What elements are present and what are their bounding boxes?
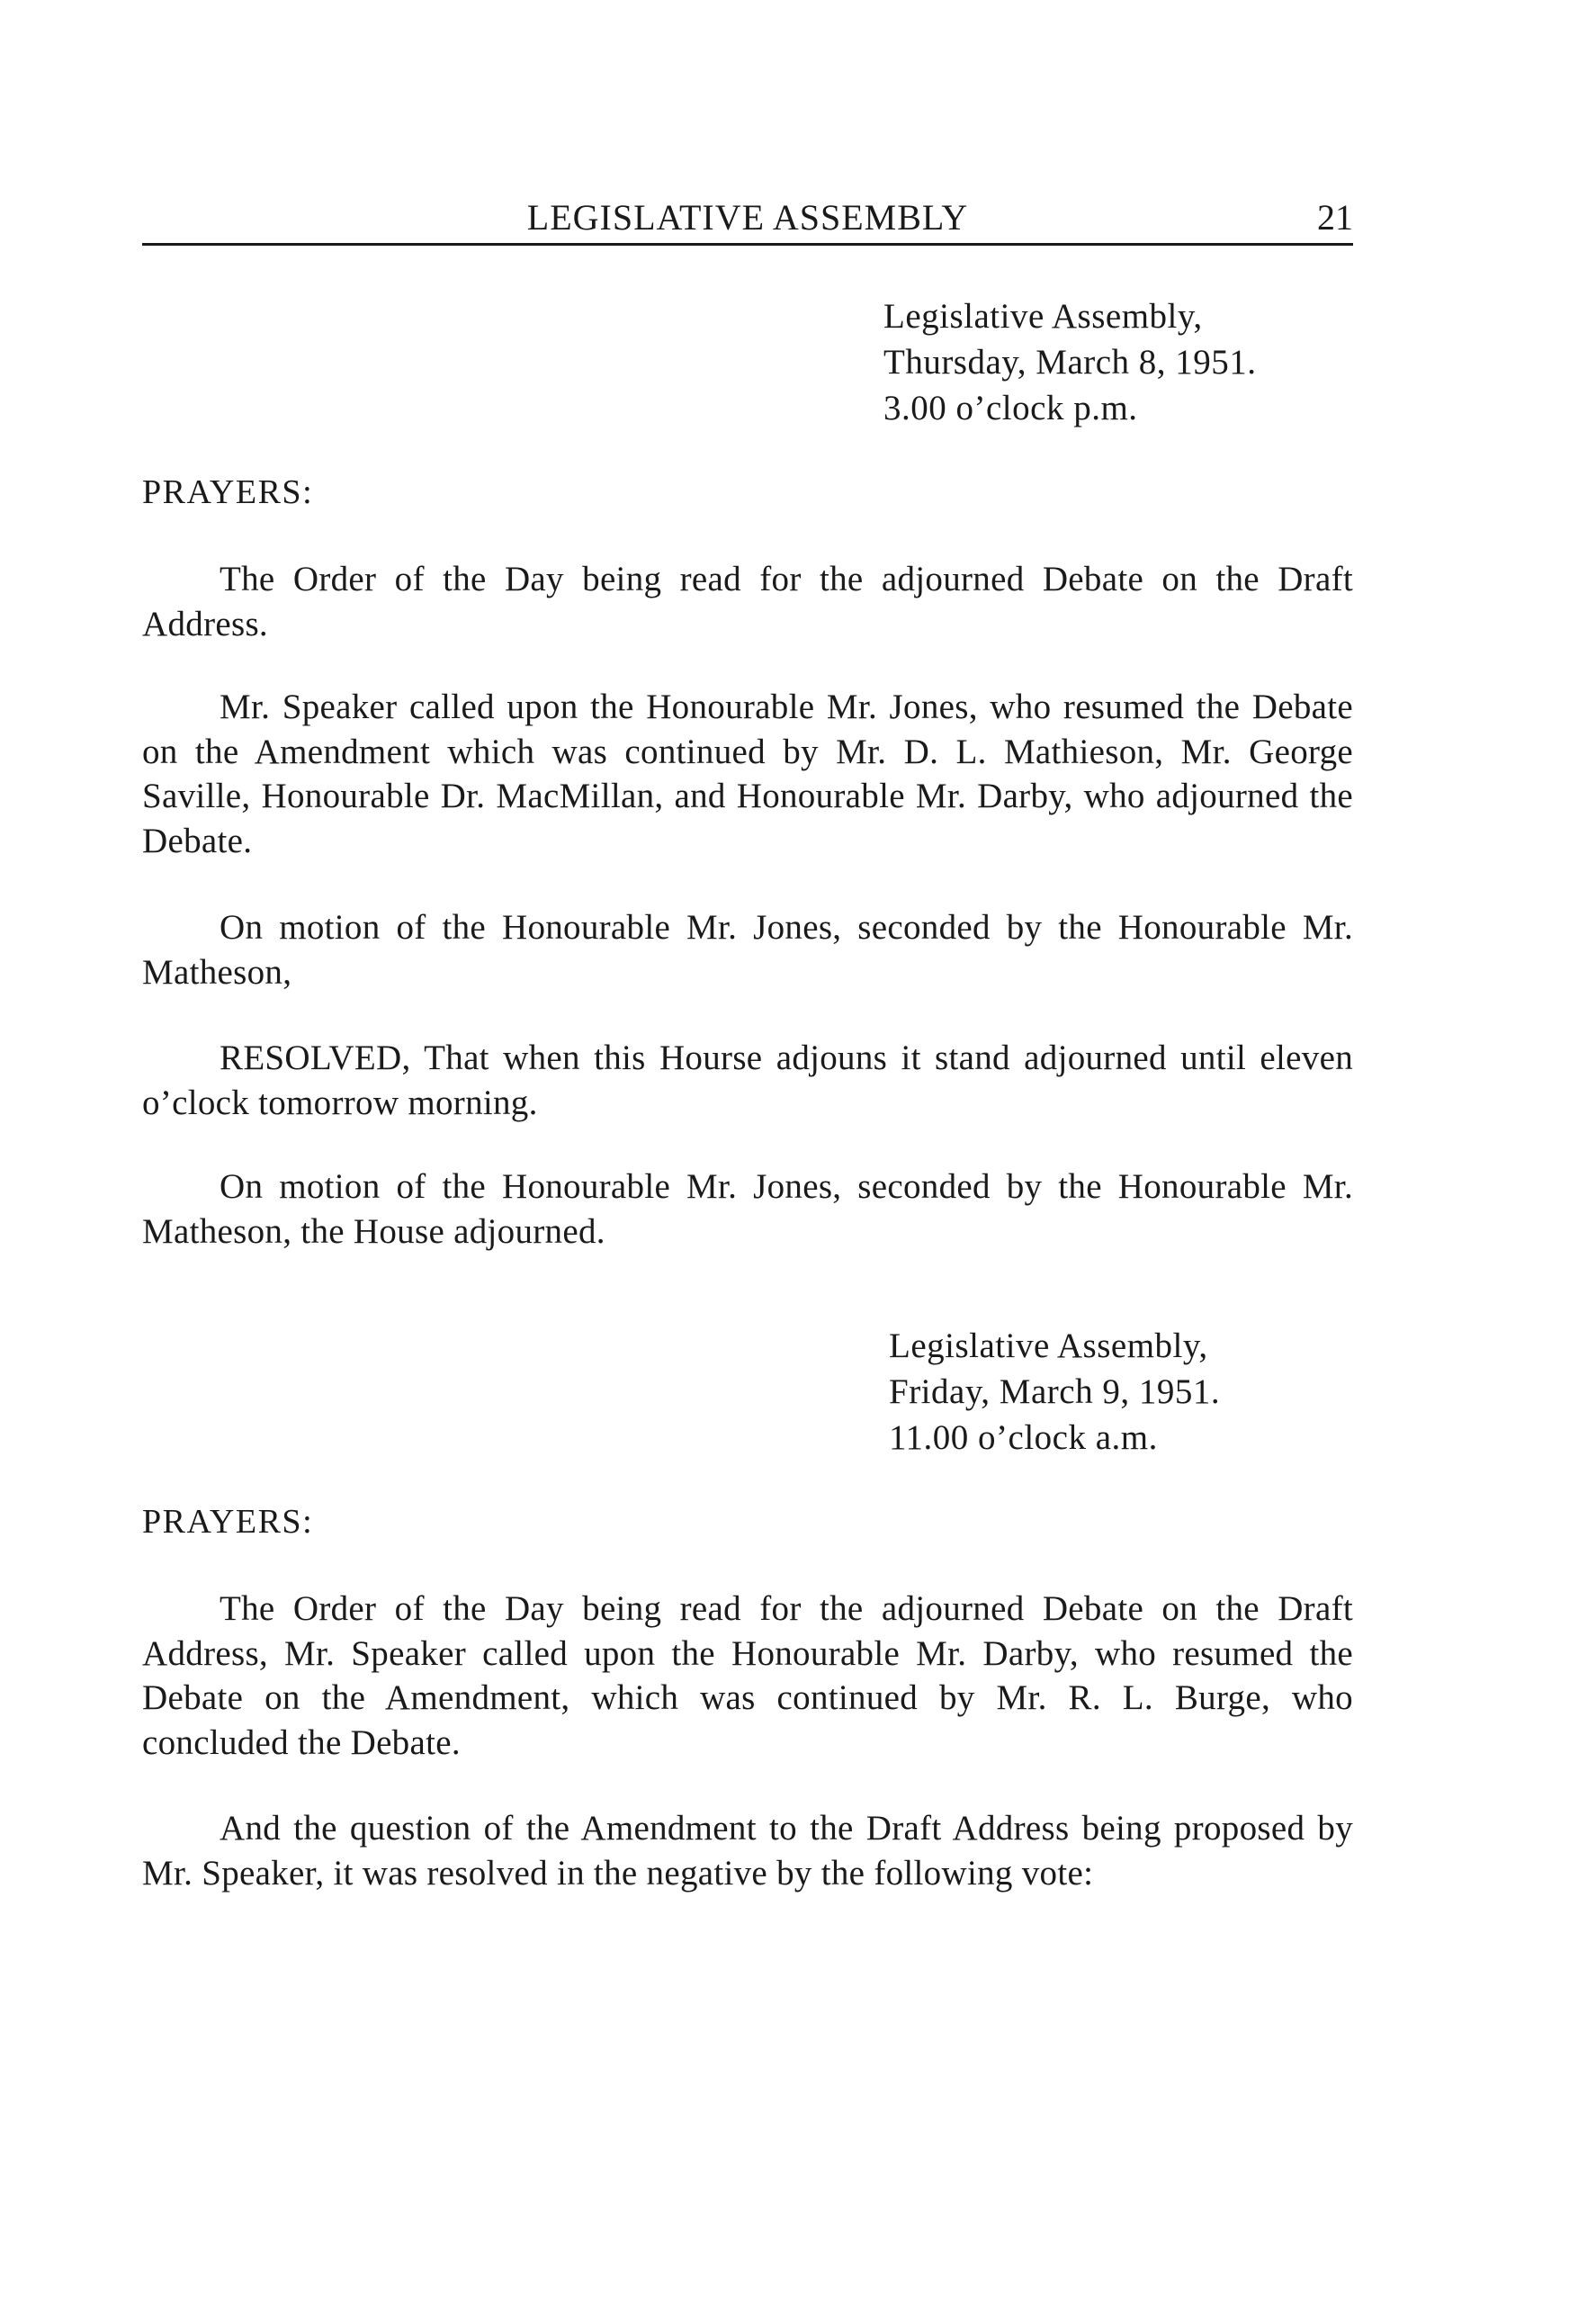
header-rule: [142, 243, 1353, 246]
paragraph-motion: On motion of the Honourable Mr. Jones, seconded by the Honourable Mr. Matheson,: [142, 908, 1353, 992]
dateline-line: Friday, March 9, 1951.: [889, 1372, 1221, 1411]
paragraph-order-of-day: The Order of the Day being read for the adjourned Debate on the Draft Address, Mr. Speaker called upon the Honourable Mr. Darby, who resumed the Debate on the Amendment, which was continued by Mr. R. L. Burge, who concluded the Debate.: [142, 1589, 1353, 1762]
dateline-line: Legislative Assembly,: [883, 297, 1203, 336]
running-title: LEGISLATIVE ASSEMBLY: [526, 197, 969, 238]
paragraph-order-of-day: The Order of the Day being read for the adjourned Debate on the Draft Address.: [142, 560, 1353, 643]
paragraph-debate-continued: Mr. Speaker called upon the Honourable Mr. Jones, who resumed the Debate on the Amendment which was continued by Mr. D. L. Mathieson, Mr. George Saville, Honourable Dr. MacMillan, and Honourable Mr. Darby, who adjourned the Debate.: [142, 688, 1353, 860]
page-number: 21: [1317, 197, 1353, 238]
prayers-heading: PRAYERS:: [142, 473, 314, 511]
paragraph-amendment-question: And the question of the Amendment to the Draft Address being proposed by Mr. Speaker, it was resolved in the negative by the following vote:: [142, 1809, 1353, 1893]
dateline-thursday: [883, 293, 1257, 431]
paragraph-house-adjourned: On motion of the Honourable Mr. Jones, seconded by the Honourable Mr. Matheson, the House adjourned.: [142, 1167, 1353, 1251]
running-head: [142, 193, 1353, 243]
dateline-line: Thursday, March 8, 1951.: [883, 343, 1257, 382]
paragraph-resolved: RESOLVED, That when this Hourse adjouns it stand adjourned until eleven o’clock tomorrow morning.: [142, 1039, 1353, 1122]
dateline-line: 3.00 o’clock p.m.: [883, 389, 1138, 427]
prayers-heading: PRAYERS:: [142, 1503, 314, 1541]
dateline-line: 11.00 o’clock a.m.: [889, 1418, 1158, 1457]
dateline-friday: [889, 1323, 1220, 1461]
dateline-line: Legislative Assembly,: [889, 1326, 1208, 1365]
